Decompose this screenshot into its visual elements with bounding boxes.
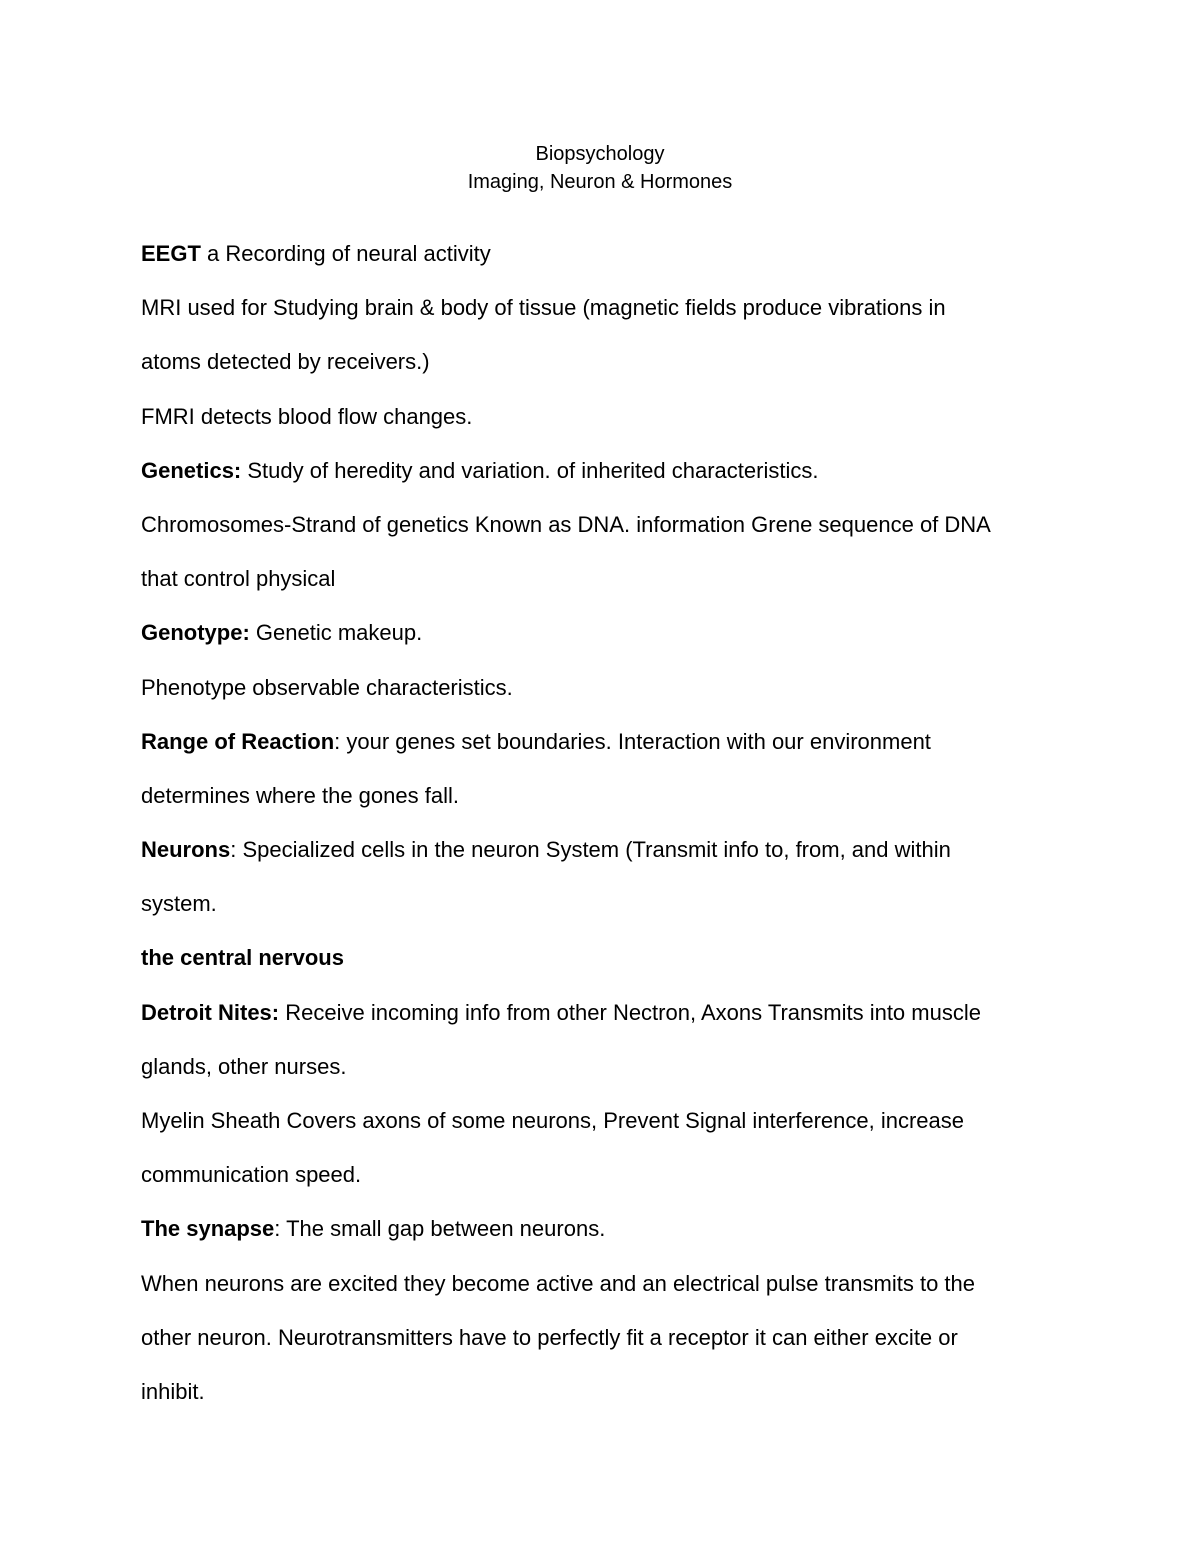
text-line [141,281,1071,335]
text-line [141,498,1071,552]
text-line [141,606,1071,660]
line-text: Study of heredity and variation. of inherited characteristics. [241,457,819,483]
line-text: MRI used for Studying brain & body of tissue (magnetic fields produce vibrations in [141,295,946,321]
text-line [141,1148,1071,1202]
line-text: other neuron. Neurotransmitters have to perfectly fit a receptor it can either excite or [141,1324,958,1350]
term: Genotype: [141,620,250,646]
term: the central nervous [141,945,344,971]
text-line [141,552,1071,606]
text-line [141,335,1071,389]
line-text: When neurons are excited they become active and an electrical pulse transmits to the [141,1270,976,1296]
line-text: a Recording of neural activity [200,241,491,266]
document-subtitle: Imaging, Neuron & Hormones [467,171,733,193]
text-line [141,769,1071,823]
line-text: Chromosomes-Strand of genetics Known as DNA. information Grene sequence of DNA [141,511,991,537]
text-line [141,1365,1071,1419]
term: Detroit Nites: [141,999,280,1025]
line-text: : Specialized cells in the neuron System (Transmit info to, from, and within [230,837,951,863]
line-text: : your genes set boundaries. Interaction with our environment [334,728,931,754]
text-line [141,227,1071,281]
term: The synapse [141,1216,275,1242]
term: EEGT [141,241,201,266]
text-line [141,1202,1071,1256]
line-text: FMRI detects blood flow changes. [141,403,473,429]
term: Range of Reaction [141,728,335,754]
line-text: Myelin Sheath Covers axons of some neurons, Prevent Signal interference, increase [141,1108,964,1133]
line-text: : The small gap between neurons. [274,1216,606,1242]
text-line [141,986,1071,1040]
text-line [141,877,1071,931]
line-text: Phenotype observable characteristics. [141,674,513,700]
text-line [141,1040,1071,1094]
text-line [141,661,1071,715]
text-line [141,444,1071,498]
document-title: Biopsychology [535,143,665,165]
text-line [141,715,1071,769]
line-text: glands, other nurses. [141,1053,347,1079]
text-line [141,390,1071,444]
line-text: Genetic makeup. [249,620,423,646]
line-text: inhibit. [141,1378,205,1404]
line-text: system. [141,891,217,917]
line-text: that control physical [141,566,336,592]
text-line [141,931,1071,985]
line-text: atoms detected by receivers.) [141,349,430,375]
term: Genetics: [141,457,242,483]
line-text: Receive incoming info from other Nectron, Axons Transmits into muscle [279,999,981,1025]
line-text: communication speed. [141,1162,362,1188]
text-line [141,1094,1071,1148]
document-body [141,227,1071,1419]
title-block [0,140,1200,196]
term: Neurons [141,837,231,863]
line-text: determines where the gones fall. [141,782,459,808]
text-line [141,823,1071,877]
text-line [141,1311,1071,1365]
text-line [141,1257,1071,1311]
